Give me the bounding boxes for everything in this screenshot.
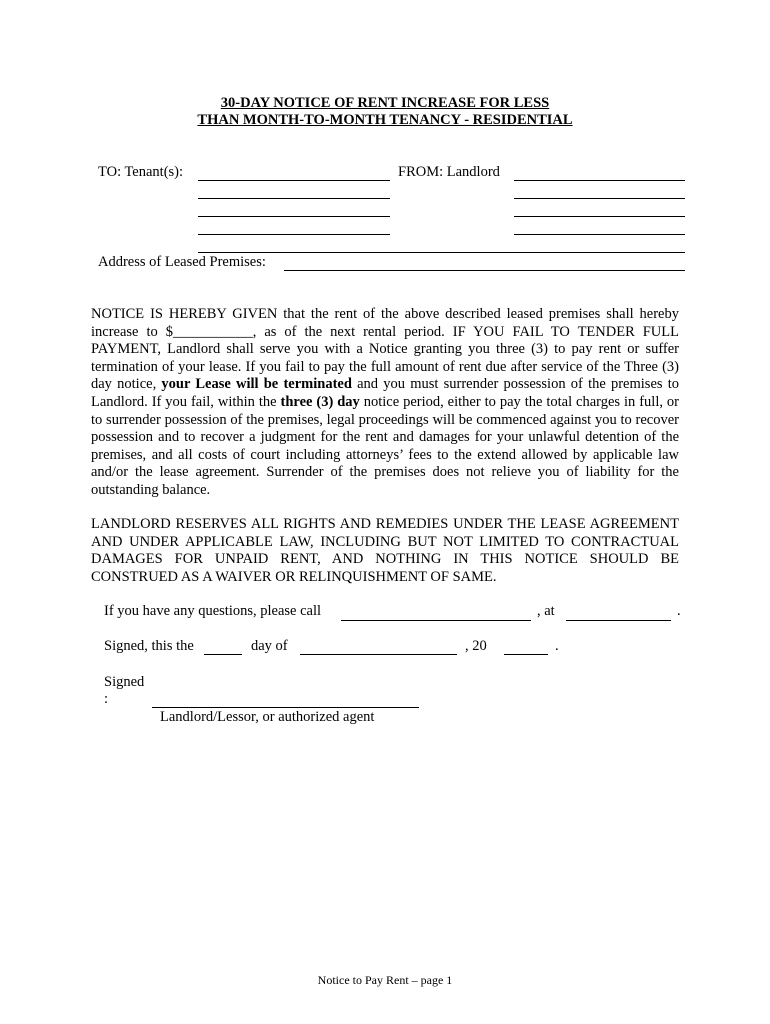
notice-paragraph <box>91 306 679 500</box>
notice-text-2: and you must surrender possession of the premises to Landlord. If you fail, within the <box>91 376 680 410</box>
page-footer: Notice to Pay Rent – page 1 <box>317 973 453 987</box>
lease-terminated-emphasis: your Lease will be terminated <box>161 376 352 393</box>
address-extra-line[interactable] <box>198 252 685 253</box>
signature-caption: Landlord/Lessor, or authorized agent <box>160 709 375 725</box>
signed-month-line[interactable] <box>300 654 457 655</box>
address-line[interactable] <box>284 270 685 271</box>
signed-date-period: . <box>555 638 559 654</box>
tenant-name-line-2[interactable] <box>198 198 390 199</box>
year-prefix-label: , 20 <box>465 638 487 654</box>
questions-at-label: , at <box>537 603 555 619</box>
signature-line[interactable] <box>152 707 419 708</box>
address-label: Address of Leased Premises: <box>98 254 266 270</box>
signed-colon: : <box>104 691 109 707</box>
signed-label: Signed <box>104 674 145 690</box>
signed-year-line[interactable] <box>504 654 548 655</box>
questions-period: . <box>677 603 681 619</box>
document-title-line-1: 30-DAY NOTICE OF RENT INCREASE FOR LESS <box>220 95 550 111</box>
tenant-name-line-1[interactable] <box>198 180 390 181</box>
landlord-name-line-3[interactable] <box>514 216 685 217</box>
three-day-emphasis: three (3) day <box>280 393 360 410</box>
document-title-line-2: THAN MONTH-TO-MONTH TENANCY - RESIDENTIAL <box>197 112 573 128</box>
landlord-name-line-4[interactable] <box>514 234 685 235</box>
notice-text-1: NOTICE IS HEREBY GIVEN that the rent of the above described leased premises shall hereby increase to $___________, as of the next rental period. IF YOU FAIL TO TENDER FULL PAYMENT, Landlord shall serve you with a Notice granting you three (3) to pay rent or suffer termination of your lease. If you fail to pay the full amount of rent due after service of the Three (3) day notice, <box>91 306 679 393</box>
questions-label: If you have any questions, please call <box>104 603 322 619</box>
signed-this-label: Signed, this the <box>104 638 194 654</box>
day-of-label: day of <box>251 638 288 654</box>
landlord-label: FROM: Landlord <box>398 164 500 180</box>
landlord-name-line-1[interactable] <box>514 180 685 181</box>
landlord-name-line-2[interactable] <box>514 198 685 199</box>
notice-text-3: notice period, either to pay the total charges in full, or to surrender possession of the premises, legal proceedings will be commenced against you to recover possession and to recover a judgment for the rent and damages for your unlawful detention of the premises, and all costs of court including attorneys’ fees to the extend allowed by applicable law and/or the lease agreement. Surrender of the premises does not relieve you of liability for the outstanding balance. <box>91 393 679 498</box>
contact-phone-line[interactable] <box>566 620 671 621</box>
rights-paragraph: LANDLORD RESERVES ALL RIGHTS AND REMEDIES UNDER THE LEASE AGREEMENT AND UNDER APPLICABLE LAW, INCLUDING BUT NOT LIMITED TO CONTRACTUAL DAMAGES FOR UNPAID RENT, AND NOTHING IN THIS NOTICE SHOULD BE CONSTRUED AS A WAIVER OR RELINQUISHMENT OF SAME. <box>91 516 679 585</box>
tenant-label: TO: Tenant(s): <box>98 164 184 180</box>
tenant-name-line-3[interactable] <box>198 216 390 217</box>
contact-name-line[interactable] <box>341 620 531 621</box>
tenant-name-line-4[interactable] <box>198 234 390 235</box>
signed-day-line[interactable] <box>204 654 242 655</box>
